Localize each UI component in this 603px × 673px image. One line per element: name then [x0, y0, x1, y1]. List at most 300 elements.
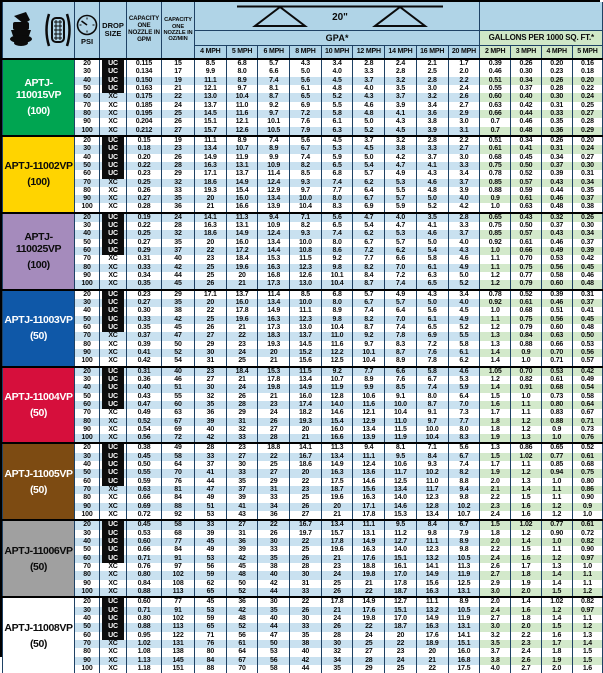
gp1000-cell: 0.39 — [480, 59, 511, 68]
gpa-cell: 8.1 — [258, 85, 290, 93]
gp1000-cell: 0.70 — [541, 349, 572, 357]
gp1000-cell: 0.65 — [480, 213, 511, 222]
drop-size-cell: XC — [100, 494, 127, 502]
gpa-cell: 14.6 — [385, 503, 417, 511]
gpa-cell: 11.9 — [385, 434, 417, 443]
table-row — [3, 85, 603, 93]
gp1000-cell: 0.39 — [572, 247, 603, 255]
capacity-gpm-column-header: CAPACITY ONE NOZZLE IN GPM — [127, 2, 162, 59]
gp1000-cell: 2.0 — [541, 665, 572, 673]
gpa-cell: 4.6 — [416, 230, 448, 238]
gpa-cell: 13.4 — [258, 299, 290, 307]
gpa-cell: 9.3 — [290, 179, 322, 187]
ozmin-cell: 91 — [162, 607, 195, 615]
gpa-cell: 14.9 — [195, 154, 227, 162]
ozmin-cell: 42 — [162, 316, 195, 324]
gp1000-cell: 0.46 — [511, 118, 542, 126]
gpa-cell: 7.4 — [416, 384, 448, 392]
gp1000-cell: 0.51 — [480, 77, 511, 85]
gpa-cell: 43 — [226, 511, 258, 520]
gpa-cell: 4.7 — [385, 162, 417, 170]
gp1000-cell: 0.75 — [572, 469, 603, 477]
gpa-cell: 17.8 — [226, 307, 258, 315]
table-row — [3, 418, 603, 426]
header-spacer — [480, 2, 603, 30]
gpa-cell: 9.1 — [416, 409, 448, 417]
gp1000-cell: 1.3 — [541, 563, 572, 571]
gpa-cell: 9.7 — [258, 110, 290, 118]
gp1000-cell: 3.2 — [480, 632, 511, 640]
gpa-cell: 26 — [290, 555, 322, 563]
table-row — [3, 426, 603, 434]
gp1000-cell: 2.9 — [480, 580, 511, 588]
gpa-cell: 4.5 — [353, 145, 385, 153]
gpa-cell: 3.4 — [448, 170, 480, 178]
gpa-cell: 4.5 — [385, 127, 417, 136]
gpa-cell: 40 — [195, 426, 227, 434]
gpa-cell: 24 — [321, 615, 353, 623]
gpa-cell: 11.1 — [195, 136, 227, 145]
gp1000-cell: 2.4 — [511, 648, 542, 656]
ozmin-cell: 40 — [162, 255, 195, 263]
gpa-cell: 2.1 — [416, 59, 448, 68]
table-row — [3, 657, 603, 665]
gpa-cell: 5.6 — [448, 443, 480, 452]
gp1000-cell: 0.50 — [511, 222, 542, 230]
gpm-cell: 0.134 — [127, 68, 162, 76]
psi-cell: 60 — [75, 247, 100, 255]
gpa-cell: 4.0 — [385, 213, 417, 222]
gpa-cell: 9.8 — [321, 264, 353, 272]
gp1000-cell: 0.97 — [572, 555, 603, 563]
gpa-cell: 10.5 — [448, 607, 480, 615]
gpa-cell: 26 — [290, 607, 322, 615]
ozmin-cell: 38 — [162, 307, 195, 315]
gpa-cell: 32 — [321, 648, 353, 656]
gpa-cell: 4.1 — [385, 110, 417, 118]
gpa-cell: 7.8 — [416, 357, 448, 366]
gpa-cell: 4.9 — [385, 290, 417, 299]
table-row — [3, 571, 603, 579]
table-row — [3, 255, 603, 263]
gpa-cell: 8.7 — [385, 349, 417, 357]
gpa-cell: 18.3 — [258, 332, 290, 340]
ozmin-cell: 145 — [162, 657, 195, 665]
ozmin-cell: 21 — [162, 85, 195, 93]
gp1000-cell: 0.30 — [572, 162, 603, 170]
drop-size-cell: XC — [100, 264, 127, 272]
gpa-cell: 35 — [321, 665, 353, 673]
gp1000-cell: 2.2 — [480, 546, 511, 554]
gpm-cell: 0.54 — [127, 426, 162, 434]
table-row — [3, 187, 603, 195]
gpa-cell: 11.1 — [290, 307, 322, 315]
gp1000-cell: 1.1 — [480, 255, 511, 263]
gpa-cell: 10.4 — [321, 280, 353, 289]
gp1000-cell: 0.27 — [572, 154, 603, 162]
ozmin-cell: 151 — [162, 665, 195, 673]
gpm-cell: 0.37 — [127, 332, 162, 340]
ozmin-cell: 35 — [162, 299, 195, 307]
gpm-cell: 0.26 — [127, 187, 162, 195]
gp1000-cell: 1.1 — [541, 486, 572, 494]
gpa-cell: 13.4 — [416, 511, 448, 520]
gpa-cell: 22 — [195, 247, 227, 255]
gpa-cell: 13.0 — [290, 324, 322, 332]
ozmin-cell: 24 — [162, 102, 195, 110]
gp1000-cell: 0.37 — [572, 239, 603, 247]
gp1000-cell: 0.75 — [511, 316, 542, 324]
drop-size-cell: XC — [100, 503, 127, 511]
gpa-cell: 6.1 — [290, 85, 322, 93]
ozmin-cell: 15 — [162, 59, 195, 68]
gp1000-cell: 1.9 — [480, 434, 511, 443]
gpa-cell: 8.0 — [321, 239, 353, 247]
gp1000-cell: 3.0 — [480, 623, 511, 631]
gpa-cell: 15.7 — [195, 127, 227, 136]
gpa-cell: 58 — [258, 665, 290, 673]
gpa-cell: 5.2 — [448, 280, 480, 289]
gp1000-cell: 1.5 — [480, 393, 511, 401]
gpa-mph-column-header: 4 MPH — [195, 45, 227, 59]
gp1000-cell: 0.45 — [572, 316, 603, 324]
gpa-cell: 3.7 — [448, 179, 480, 187]
gpa-cell: 10.1 — [353, 349, 385, 357]
gpm-cell: 0.34 — [127, 272, 162, 280]
gpa-cell: 50 — [258, 640, 290, 648]
gpa-cell: 51 — [195, 503, 227, 511]
gpa-cell: 19.3 — [290, 418, 322, 426]
gpa-cell: 6.4 — [353, 187, 385, 195]
gp1000-cell: 0.84 — [511, 332, 542, 340]
gp1000-cell: 1.7 — [480, 409, 511, 417]
gp1000-cell: 0.37 — [541, 162, 572, 170]
table-row — [3, 409, 603, 417]
table-row — [3, 324, 603, 332]
gp1000-cell: 0.49 — [572, 376, 603, 384]
gpa-cell: 13.6 — [353, 469, 385, 477]
gpa-cell: 53 — [195, 511, 227, 520]
gp1000-cell: 0.42 — [511, 102, 542, 110]
gpa-cell: 44 — [258, 623, 290, 631]
gpa-cell: 17.1 — [195, 170, 227, 178]
gp1000-cell: 1.6 — [511, 555, 542, 563]
gp1000-cell: 1.9 — [480, 469, 511, 477]
gp1000-cell: 0.48 — [572, 280, 603, 289]
gpa-cell: 3.2 — [385, 136, 417, 145]
gpa-cell: 17.6 — [353, 607, 385, 615]
gpa-cell: 11.0 — [321, 332, 353, 340]
gpa-cell: 8.0 — [448, 426, 480, 434]
gpa-cell: 34 — [258, 503, 290, 511]
gpa-cell: 84 — [195, 657, 227, 665]
ozmin-cell: 138 — [162, 648, 195, 656]
gpa-cell: 16.3 — [353, 546, 385, 554]
gpa-cell: 35 — [195, 401, 227, 409]
gpa-cell: 15.4 — [226, 187, 258, 195]
gpa-cell: 14.0 — [385, 494, 417, 502]
drop-size-cell: XC — [100, 418, 127, 426]
gpa-cell: 12.4 — [353, 461, 385, 469]
gpa-cell: 49 — [195, 546, 227, 554]
gpm-cell: 0.66 — [127, 494, 162, 502]
gpa-cell: 9.7 — [290, 187, 322, 195]
gpa-cell: 10.9 — [258, 162, 290, 170]
drop-size-cell: UC — [100, 307, 127, 315]
table-row — [3, 170, 603, 178]
gpa-cell: 14.1 — [290, 443, 322, 452]
psi-cell: 50 — [75, 316, 100, 324]
gpa-cell: 6.7 — [353, 299, 385, 307]
table-row — [3, 494, 603, 502]
gpa-cell: 8.0 — [321, 195, 353, 203]
gpm-cell: 0.33 — [127, 316, 162, 324]
gpa-cell: 20 — [195, 299, 227, 307]
gp1000-cell: 0.46 — [541, 195, 572, 203]
gpa-cell: 6.2 — [353, 230, 385, 238]
gpa-cell: 5.2 — [416, 203, 448, 212]
gpa-cell: 4.5 — [321, 136, 353, 145]
gpa-cell: 3.7 — [385, 93, 417, 101]
gp1000-cell: 0.67 — [572, 409, 603, 417]
gpa-cell: 25 — [258, 461, 290, 469]
gp1000-cell: 0.64 — [572, 401, 603, 409]
gpm-cell: 0.47 — [127, 401, 162, 409]
gp1000-cell: 1.2 — [511, 530, 542, 538]
gpm-cell: 0.80 — [127, 615, 162, 623]
psi-cell: 40 — [75, 307, 100, 315]
gpa-cell: 10.4 — [290, 203, 322, 212]
ozmin-cell: 91 — [162, 555, 195, 563]
gpa-cell: 7.2 — [385, 272, 417, 280]
drop-size-cell: UC — [100, 376, 127, 384]
drop-size-cell: XC — [100, 426, 127, 434]
gpa-cell: 7.4 — [290, 154, 322, 162]
gp1000-cell: 1.4 — [541, 615, 572, 623]
gp1000-cell: 0.92 — [480, 239, 511, 247]
gpa-cell: 22 — [353, 623, 385, 631]
gpa-cell: 14.1 — [195, 213, 227, 222]
psi-cell: 100 — [75, 434, 100, 443]
gp1000-cell: 2.2 — [480, 494, 511, 502]
gpa-cell: 6.6 — [385, 367, 417, 376]
psi-cell: 20 — [75, 597, 100, 606]
gpa-cell: 10.4 — [353, 357, 385, 366]
gpm-cell: 0.150 — [127, 77, 162, 85]
gpa-cell: 21 — [321, 607, 353, 615]
gpa-cell: 10.9 — [258, 222, 290, 230]
gpa-cell: 11.7 — [385, 469, 417, 477]
gpa-cell: 8.0 — [226, 68, 258, 76]
drop-size-cell: UC — [100, 77, 127, 85]
gp1000-cell: 0.24 — [572, 93, 603, 101]
gpa-cell: 18.7 — [385, 623, 417, 631]
ozmin-cell: 67 — [162, 418, 195, 426]
psi-cell: 90 — [75, 503, 100, 511]
gp1000-cell: 0.97 — [572, 607, 603, 615]
gpa-cell: 8.9 — [448, 538, 480, 546]
table-row — [3, 93, 603, 101]
gp1000-cell: 1.4 — [480, 384, 511, 392]
gpa-cell: 14.9 — [258, 307, 290, 315]
gp1000-cell: 0.92 — [480, 299, 511, 307]
drop-size-cell: UC — [100, 145, 127, 153]
gpa-cell: 45 — [226, 563, 258, 571]
gpa-cell: 39 — [226, 494, 258, 502]
gp1000-cell: 0.20 — [572, 136, 603, 145]
psi-cell: 90 — [75, 657, 100, 665]
gpa-cell: 21 — [195, 203, 227, 212]
gpa-cell: 50 — [226, 580, 258, 588]
gpa-cell: 13.4 — [290, 376, 322, 384]
gpm-cell: 0.185 — [127, 102, 162, 110]
gpa-cell: 36 — [226, 597, 258, 606]
gpa-cell: 5.7 — [385, 299, 417, 307]
gp1000-cell: 0.57 — [511, 179, 542, 187]
gpa-cell: 19.6 — [321, 546, 353, 554]
gpa-cell: 14.5 — [195, 110, 227, 118]
gpa-cell: 11.1 — [353, 520, 385, 529]
psi-cell: 60 — [75, 401, 100, 409]
gpm-cell: 0.56 — [127, 434, 162, 443]
gpa-cell: 42 — [226, 607, 258, 615]
gpa-cell: 11.1 — [416, 597, 448, 606]
gpa-cell: 11.0 — [385, 418, 417, 426]
gpa-cell: 6.9 — [353, 203, 385, 212]
gpm-cell: 0.31 — [127, 367, 162, 376]
gp1000-cell: 0.76 — [572, 434, 603, 443]
gpa-cell: 17.5 — [448, 665, 480, 673]
gpa-cell: 6.9 — [290, 102, 322, 110]
gpa-cell: 6.6 — [258, 68, 290, 76]
gpa-cell: 2.8 — [416, 136, 448, 145]
gpa-cell: 27 — [195, 332, 227, 340]
gp1000-cell: 1.2 — [480, 324, 511, 332]
gp1000-cell: 0.30 — [572, 222, 603, 230]
gpa-cell: 4.3 — [416, 170, 448, 178]
gp1000-cell: 1.3 — [480, 341, 511, 349]
drop-size-cell: UC — [100, 213, 127, 222]
gpa-cell: 17.0 — [385, 571, 417, 579]
gpa-cell: 9.2 — [353, 332, 385, 340]
gp1000-cell: 1.0 — [511, 393, 542, 401]
gpa-cell: 12.3 — [290, 316, 322, 324]
spray-fan-right-icon — [375, 7, 425, 26]
gpa-cell: 9.8 — [416, 530, 448, 538]
psi-cell: 90 — [75, 426, 100, 434]
psi-cell: 100 — [75, 203, 100, 212]
gpa-cell: 3.7 — [416, 154, 448, 162]
gpa-cell: 5.2 — [353, 127, 385, 136]
gp1000-cell: 0.33 — [541, 110, 572, 118]
gpa-cell: 5.9 — [321, 154, 353, 162]
gpa-cell: 31 — [290, 580, 322, 588]
gp1000-cell: 0.68 — [541, 384, 572, 392]
gpa-cell: 20 — [258, 349, 290, 357]
gpm-cell: 0.49 — [127, 409, 162, 417]
gpa-cell: 12.2 — [321, 349, 353, 357]
gpa-cell: 6.7 — [416, 376, 448, 384]
gpa-cell: 6.7 — [290, 145, 322, 153]
gpa-cell: 5.5 — [321, 102, 353, 110]
psi-cell: 80 — [75, 264, 100, 272]
ozmin-cell: 58 — [162, 453, 195, 461]
gpa-cell: 6.2 — [448, 357, 480, 366]
gp1000-cell: 1.5 — [480, 453, 511, 461]
gpa-cell: 10.4 — [385, 409, 417, 417]
gp1000-cell: 0.9 — [541, 426, 572, 434]
ozmin-cell: 49 — [162, 443, 195, 452]
gpm-cell: 0.33 — [127, 264, 162, 272]
gpm-cell: 0.20 — [127, 154, 162, 162]
gpa-cell: 6.8 — [321, 170, 353, 178]
gp1000-cell: 0.56 — [541, 264, 572, 272]
gpa-cell: 7.4 — [385, 324, 417, 332]
gpa-cell: 18.7 — [385, 588, 417, 597]
psi-cell: 30 — [75, 145, 100, 153]
gpm-cell: 1.13 — [127, 657, 162, 665]
gpa-cell: 4.3 — [416, 290, 448, 299]
gpm-cell: 0.95 — [127, 632, 162, 640]
gpa-cell: 33 — [290, 623, 322, 631]
gp1000-cell: 0.37 — [572, 195, 603, 203]
gp1000-cell: 0.91 — [511, 384, 542, 392]
gpa-cell: 5.6 — [416, 307, 448, 315]
gp1000-cell: 0.90 — [541, 530, 572, 538]
gpa-cell: 8.7 — [353, 280, 385, 289]
psi-cell: 60 — [75, 93, 100, 101]
gpa-cell: 8.9 — [258, 145, 290, 153]
psi-cell: 60 — [75, 632, 100, 640]
gpa-cell: 7.2 — [353, 247, 385, 255]
gpm-cell: 1.18 — [127, 665, 162, 673]
gp1000-cell: 0.63 — [480, 102, 511, 110]
gpm-cell: 0.175 — [127, 93, 162, 101]
gp1000-cell: 1.02 — [511, 520, 542, 529]
gp1000-cell: 1.1 — [541, 546, 572, 554]
ozmin-cell: 76 — [162, 478, 195, 486]
gpa-cell: 5.5 — [385, 187, 417, 195]
gpa-cell: 11.9 — [448, 571, 480, 579]
gpa-cell: 4.7 — [353, 213, 385, 222]
gp1000-cell: 1.0 — [480, 203, 511, 212]
gpa-cell: 4.8 — [416, 187, 448, 195]
gpa-cell: 26 — [195, 280, 227, 289]
gp1000-cell: 1.7 — [511, 563, 542, 571]
gpa-cell: 12.5 — [385, 478, 417, 486]
gpa-cell: 19.3 — [195, 187, 227, 195]
ozmin-cell: 69 — [162, 426, 195, 434]
gp1000-cell: 0.49 — [541, 247, 572, 255]
gpa-cell: 15.1 — [448, 640, 480, 648]
gpa-cell: 13.9 — [353, 434, 385, 443]
gpa-cell: 48 — [226, 571, 258, 579]
drop-size-column-header: DROP SIZE — [100, 2, 127, 59]
gpa-cell: 12.7 — [385, 538, 417, 546]
gpa-cell: 18.6 — [290, 461, 322, 469]
gp1000-cell: 1.1 — [572, 580, 603, 588]
gp1000-cell: 1.2 — [511, 469, 542, 477]
psi-cell: 40 — [75, 615, 100, 623]
gpa-cell: 19.8 — [258, 384, 290, 392]
gp1000-cell: 0.52 — [511, 170, 542, 178]
gpa-cell: 13.1 — [448, 623, 480, 631]
gp1000-cell: 2.0 — [480, 538, 511, 546]
gpa-cell: 10.1 — [321, 272, 353, 280]
gp1000-cell: 0.53 — [541, 367, 572, 376]
gp1000-cell: 1.5 — [572, 657, 603, 665]
gpa-cell: 29 — [226, 409, 258, 417]
